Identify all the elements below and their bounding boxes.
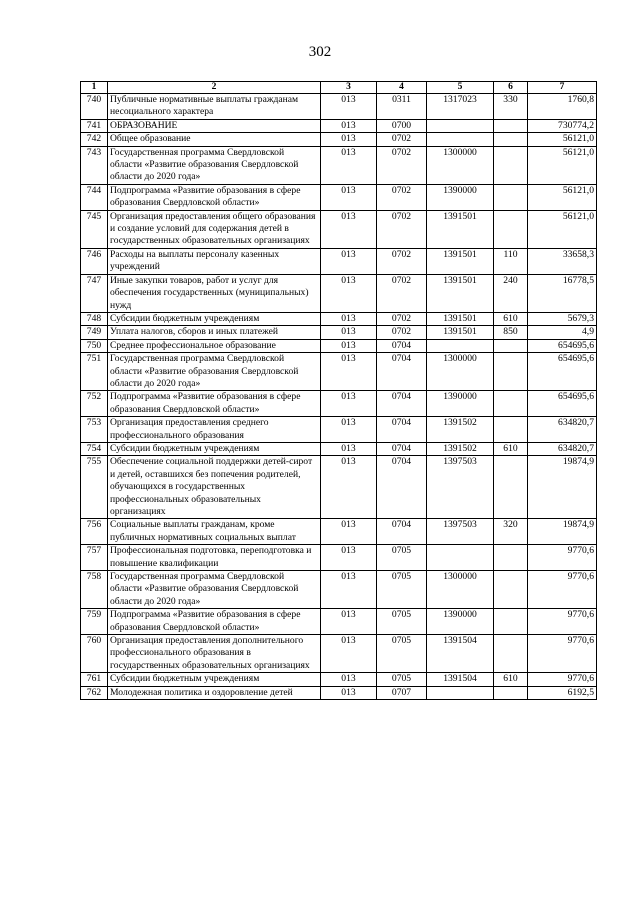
row-name: Публичные нормативные выплаты гражданам несоциального характера [108, 94, 321, 120]
row-amount: 1760,8 [528, 94, 597, 120]
row-expense-type [494, 417, 528, 443]
row-target-code [427, 545, 494, 571]
row-number: 741 [81, 119, 108, 132]
row-amount: 56121,0 [528, 133, 597, 146]
row-expense-type: 330 [494, 94, 528, 120]
row-number: 743 [81, 146, 108, 184]
row-expense-type [494, 353, 528, 391]
row-section-code: 0705 [377, 635, 427, 673]
row-expense-type [494, 210, 528, 248]
table-row [81, 353, 597, 391]
row-ministry-code: 013 [321, 456, 377, 519]
row-expense-type: 850 [494, 326, 528, 339]
col-header-2: 2 [108, 82, 321, 94]
row-target-code: 1300000 [427, 353, 494, 391]
table-row [81, 274, 597, 312]
row-amount: 19874,9 [528, 519, 597, 545]
row-name: Государственная программа Свердловской области «Развитие образования Свердловской области до 2020 года» [108, 353, 321, 391]
row-section-code: 0704 [377, 391, 427, 417]
row-amount: 56121,0 [528, 210, 597, 248]
row-target-code [427, 119, 494, 132]
row-name: Субсидии бюджетным учреждениям [108, 673, 321, 686]
table-row [81, 686, 597, 699]
row-name: Организация предоставления дополнительного профессионального образования в государственных образовательных организациях [108, 635, 321, 673]
row-name: Организация предоставления среднего профессионального образования [108, 417, 321, 443]
row-ministry-code: 013 [321, 545, 377, 571]
row-target-code: 1391504 [427, 673, 494, 686]
row-expense-type: 240 [494, 274, 528, 312]
row-target-code: 1390000 [427, 391, 494, 417]
row-expense-type [494, 146, 528, 184]
row-ministry-code: 013 [321, 686, 377, 699]
row-section-code: 0702 [377, 248, 427, 274]
row-number: 759 [81, 609, 108, 635]
row-name: Подпрограмма «Развитие образования в сфере образования Свердловской области» [108, 609, 321, 635]
row-ministry-code: 013 [321, 353, 377, 391]
table-row [81, 391, 597, 417]
table-row [81, 571, 597, 609]
row-amount: 6192,5 [528, 686, 597, 699]
table-row [81, 609, 597, 635]
row-ministry-code: 013 [321, 94, 377, 120]
row-name: Иные закупки товаров, работ и услуг для обеспечения государственных (муниципальных) нужд [108, 274, 321, 312]
row-ministry-code: 013 [321, 312, 377, 325]
table-row [81, 326, 597, 339]
row-expense-type [494, 635, 528, 673]
table-row [81, 146, 597, 184]
row-number: 758 [81, 571, 108, 609]
row-section-code: 0702 [377, 133, 427, 146]
row-number: 747 [81, 274, 108, 312]
table-row [81, 312, 597, 325]
row-target-code: 1300000 [427, 571, 494, 609]
row-section-code: 0704 [377, 442, 427, 455]
row-target-code: 1390000 [427, 184, 494, 210]
row-amount: 16778,5 [528, 274, 597, 312]
row-target-code: 1391504 [427, 635, 494, 673]
row-name: Общее образование [108, 133, 321, 146]
row-ministry-code: 013 [321, 146, 377, 184]
row-expense-type [494, 571, 528, 609]
row-target-code: 1300000 [427, 146, 494, 184]
row-amount: 33658,3 [528, 248, 597, 274]
col-header-5: 5 [427, 82, 494, 94]
row-ministry-code: 013 [321, 133, 377, 146]
row-target-code: 1397503 [427, 456, 494, 519]
row-number: 751 [81, 353, 108, 391]
row-ministry-code: 013 [321, 184, 377, 210]
row-name: ОБРАЗОВАНИЕ [108, 119, 321, 132]
row-name: Расходы на выплаты персоналу казенных учреждений [108, 248, 321, 274]
row-number: 745 [81, 210, 108, 248]
row-name: Субсидии бюджетным учреждениям [108, 442, 321, 455]
table-row [81, 184, 597, 210]
row-name: Обеспечение социальной поддержки детей-сирот и детей, оставшихся без попечения родителей, обучающихся в государственных профессиональных образовательных организациях [108, 456, 321, 519]
row-ministry-code: 013 [321, 571, 377, 609]
row-ministry-code: 013 [321, 519, 377, 545]
row-name: Среднее профессиональное образование [108, 339, 321, 352]
row-ministry-code: 013 [321, 417, 377, 443]
row-expense-type [494, 133, 528, 146]
row-section-code: 0702 [377, 210, 427, 248]
row-target-code: 1317023 [427, 94, 494, 120]
row-section-code: 0704 [377, 456, 427, 519]
row-expense-type [494, 609, 528, 635]
row-name: Социальные выплаты гражданам, кроме публичных нормативных социальных выплат [108, 519, 321, 545]
row-section-code: 0702 [377, 326, 427, 339]
row-amount: 56121,0 [528, 146, 597, 184]
row-amount: 654695,6 [528, 339, 597, 352]
row-amount: 634820,7 [528, 442, 597, 455]
row-name: Молодежная политика и оздоровление детей [108, 686, 321, 699]
row-expense-type [494, 686, 528, 699]
row-target-code: 1391502 [427, 417, 494, 443]
row-number: 761 [81, 673, 108, 686]
row-expense-type: 110 [494, 248, 528, 274]
row-target-code [427, 339, 494, 352]
row-section-code: 0704 [377, 339, 427, 352]
row-target-code: 1391502 [427, 442, 494, 455]
page-number: 302 [308, 44, 332, 60]
row-number: 755 [81, 456, 108, 519]
table-row [81, 248, 597, 274]
row-section-code: 0705 [377, 545, 427, 571]
row-name: Подпрограмма «Развитие образования в сфере образования Свердловской области» [108, 391, 321, 417]
row-target-code: 1391501 [427, 312, 494, 325]
row-amount: 9770,6 [528, 609, 597, 635]
row-ministry-code: 013 [321, 673, 377, 686]
row-number: 754 [81, 442, 108, 455]
row-ministry-code: 013 [321, 119, 377, 132]
row-amount: 9770,6 [528, 545, 597, 571]
row-number: 748 [81, 312, 108, 325]
row-section-code: 0704 [377, 353, 427, 391]
table-row [81, 210, 597, 248]
row-target-code: 1397503 [427, 519, 494, 545]
row-section-code: 0702 [377, 274, 427, 312]
row-target-code: 1391501 [427, 274, 494, 312]
row-ministry-code: 013 [321, 210, 377, 248]
table-row [81, 119, 597, 132]
row-amount: 634820,7 [528, 417, 597, 443]
row-expense-type: 610 [494, 673, 528, 686]
row-expense-type [494, 391, 528, 417]
table-row [81, 456, 597, 519]
row-ministry-code: 013 [321, 609, 377, 635]
row-name: Уплата налогов, сборов и иных платежей [108, 326, 321, 339]
row-number: 753 [81, 417, 108, 443]
row-number: 756 [81, 519, 108, 545]
row-ministry-code: 013 [321, 274, 377, 312]
row-name: Организация предоставления общего образования и создание условий для содержания детей в государственных образовательных организациях [108, 210, 321, 248]
row-number: 742 [81, 133, 108, 146]
table-row [81, 417, 597, 443]
row-name: Субсидии бюджетным учреждениям [108, 312, 321, 325]
row-amount: 56121,0 [528, 184, 597, 210]
row-expense-type [494, 184, 528, 210]
row-number: 740 [81, 94, 108, 120]
row-expense-type: 320 [494, 519, 528, 545]
row-amount: 5679,3 [528, 312, 597, 325]
row-amount: 9770,6 [528, 571, 597, 609]
budget-table [80, 81, 597, 700]
table-row [81, 635, 597, 673]
row-expense-type [494, 456, 528, 519]
row-expense-type [494, 545, 528, 571]
row-number: 750 [81, 339, 108, 352]
row-amount: 19874,9 [528, 456, 597, 519]
row-ministry-code: 013 [321, 326, 377, 339]
col-header-6: 6 [494, 82, 528, 94]
col-header-7: 7 [528, 82, 597, 94]
row-amount: 654695,6 [528, 353, 597, 391]
row-ministry-code: 013 [321, 248, 377, 274]
row-amount: 4,9 [528, 326, 597, 339]
row-ministry-code: 013 [321, 635, 377, 673]
row-section-code: 0702 [377, 146, 427, 184]
row-number: 757 [81, 545, 108, 571]
row-section-code: 0311 [377, 94, 427, 120]
row-number: 752 [81, 391, 108, 417]
row-name: Государственная программа Свердловской области «Развитие образования Свердловской области до 2020 года» [108, 146, 321, 184]
row-target-code: 1391501 [427, 326, 494, 339]
row-target-code: 1391501 [427, 248, 494, 274]
row-amount: 9770,6 [528, 635, 597, 673]
row-expense-type [494, 339, 528, 352]
col-header-3: 3 [321, 82, 377, 94]
col-header-1: 1 [81, 82, 108, 94]
table-row [81, 339, 597, 352]
row-amount: 654695,6 [528, 391, 597, 417]
row-target-code [427, 133, 494, 146]
row-target-code [427, 686, 494, 699]
table-row [81, 94, 597, 120]
row-amount: 730774,2 [528, 119, 597, 132]
row-ministry-code: 013 [321, 442, 377, 455]
row-number: 744 [81, 184, 108, 210]
row-ministry-code: 013 [321, 391, 377, 417]
row-section-code: 0707 [377, 686, 427, 699]
row-section-code: 0705 [377, 571, 427, 609]
row-name: Государственная программа Свердловской области «Развитие образования Свердловской области до 2020 года» [108, 571, 321, 609]
row-section-code: 0704 [377, 519, 427, 545]
row-expense-type: 610 [494, 442, 528, 455]
table-row [81, 545, 597, 571]
row-section-code: 0700 [377, 119, 427, 132]
row-section-code: 0705 [377, 609, 427, 635]
row-name: Подпрограмма «Развитие образования в сфере образования Свердловской области» [108, 184, 321, 210]
row-ministry-code: 013 [321, 339, 377, 352]
row-number: 749 [81, 326, 108, 339]
row-amount: 9770,6 [528, 673, 597, 686]
table-row [81, 133, 597, 146]
row-expense-type [494, 119, 528, 132]
row-number: 762 [81, 686, 108, 699]
row-number: 760 [81, 635, 108, 673]
table-row [81, 442, 597, 455]
row-section-code: 0702 [377, 184, 427, 210]
row-name: Профессиональная подготовка, переподготовка и повышение квалификации [108, 545, 321, 571]
table-row [81, 519, 597, 545]
row-number: 746 [81, 248, 108, 274]
header-row [81, 82, 597, 94]
row-target-code: 1391501 [427, 210, 494, 248]
row-expense-type: 610 [494, 312, 528, 325]
row-target-code: 1390000 [427, 609, 494, 635]
row-section-code: 0705 [377, 673, 427, 686]
col-header-4: 4 [377, 82, 427, 94]
row-section-code: 0704 [377, 417, 427, 443]
row-section-code: 0702 [377, 312, 427, 325]
table-row [81, 673, 597, 686]
